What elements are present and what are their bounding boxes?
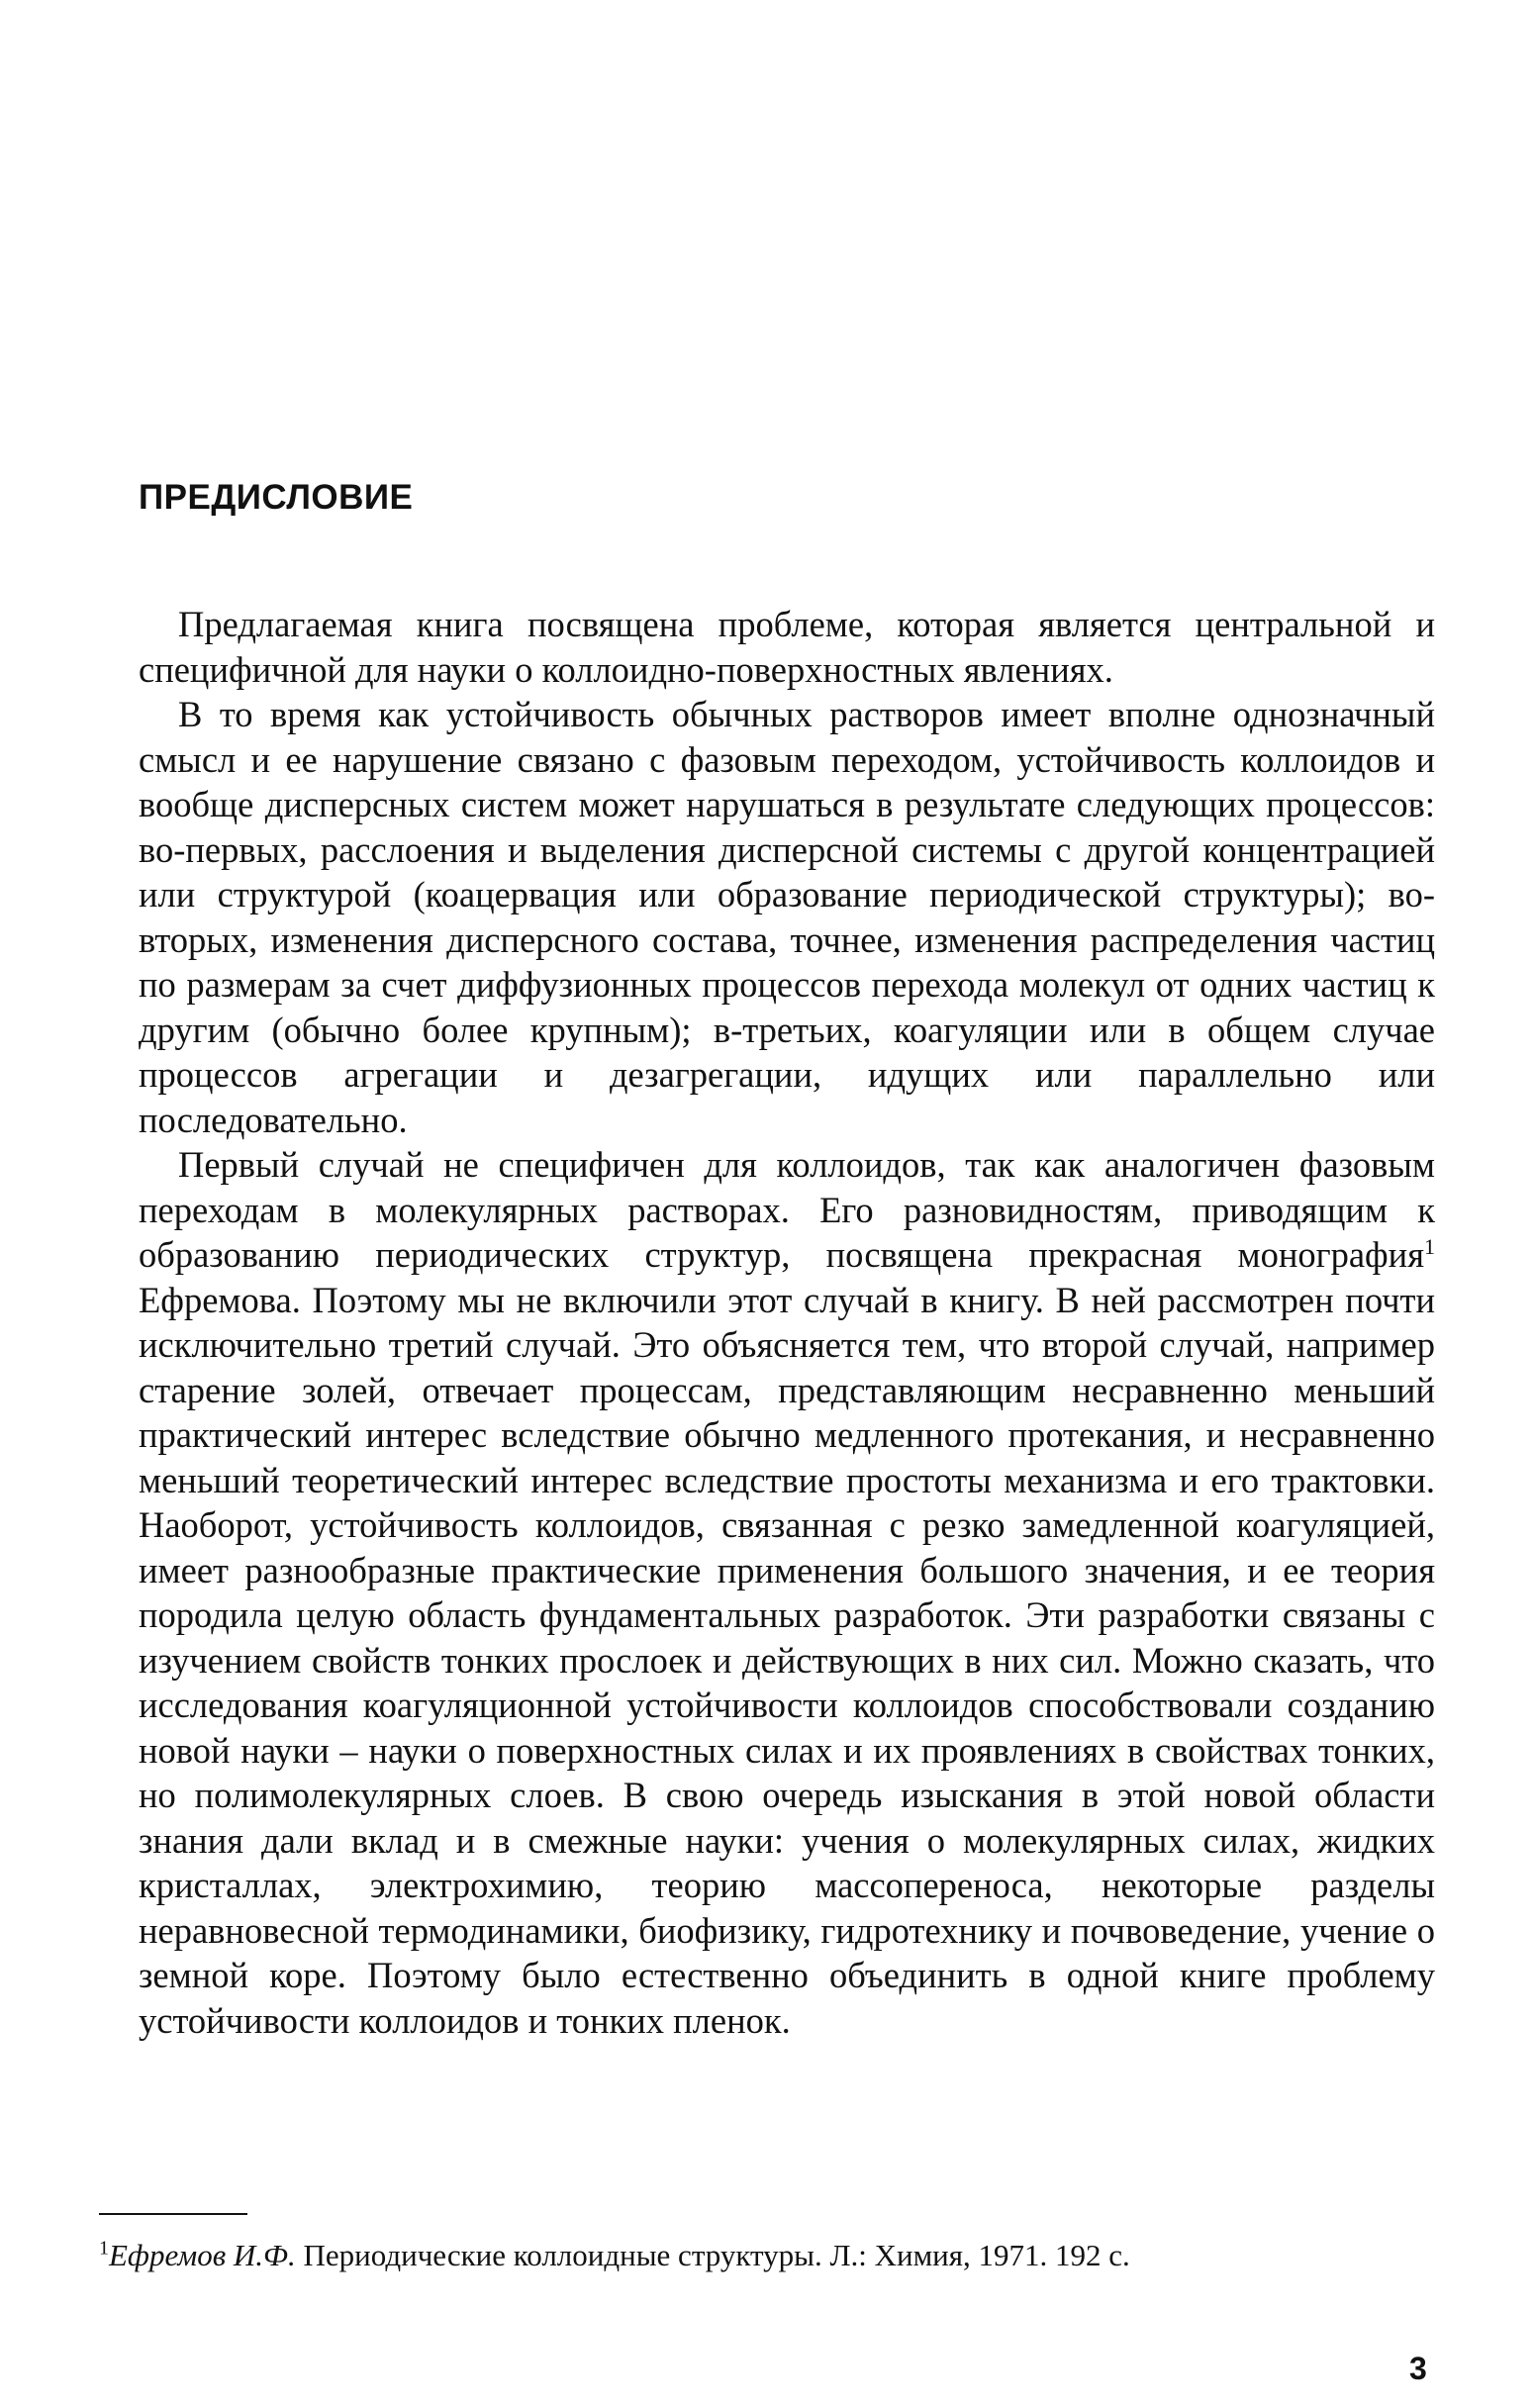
footnote-text: Периодические коллоидные структуры. Л.: Химия, 1971. 192 с.: [295, 2238, 1130, 2272]
paragraph-text: Первый случай не специфичен для коллоидов, так как аналогичен фазовым переходам в молекулярных растворах. Его разновидностям, приводящим к образованию периодических структур, посвящена прекрасная монография: [139, 1144, 1435, 1275]
footnote-author: Ефремов И.Ф.: [109, 2238, 296, 2272]
paragraph: Предлагаемая книга посвящена проблеме, которая является центральной и специфичной для науки о коллоидно-поверхностных явлениях.: [139, 604, 1435, 690]
footnote-marker: 1: [99, 2237, 109, 2260]
page-number: 3: [1409, 2351, 1427, 2386]
page-title: ПРЕДИСЛОВИЕ: [139, 478, 414, 517]
paragraph: В то время как устойчивость обычных растворов имеет вполне однозначный смысл и ее нарушение связано с фазовым переходом, устойчивость коллоидов и вообще дисперсных систем может нарушаться в результате следующих процессов: во-первых, расслоения и выделения дисперсной системы с другой концентрацией или структурой (коацервация или образование периодической структуры); во-вторых, изменения дисперсного состава, точнее, изменения распределения частиц по размерам за счет диффузионных процессов перехода молекул от одних частиц к другим (обычно более крупным); в-третьих, коагуляции или в общем случае процессов агрегации и дезагрегации, идущих или параллельно или последовательно.: [139, 694, 1435, 1140]
paragraph-text: Ефремова. Поэтому мы не включили этот случай в книгу. В ней рассмотрен почти исключительно третий случай. Это объясняется тем, что второй случай, например старение золей, отвечает процессам, представляющим несравненно меньший практический интерес вследствие обычно медленного протекания, и несравненно меньший теоретический интерес вследствие простоты механизма и его трактовки. Наоборот, устойчивость коллоидов, связанная с резко замедленной коагуляцией, имеет разнообразные практические применения большого значения, и ее теория породила целую область фундаментальных разработок. Эти разработки связаны с изучением свойств тонких прослоек и действующих в них сил. Можно сказать, что исследования коагуляционной устойчивости коллоидов способствовали созданию новой науки – науки о поверхностных силах и их проявлениях в свойствах тонких, но полимолекулярных слоев. В свою очередь изыскания в этой новой области знания дали вклад и в смежные науки: учения о молекулярных силах, жидких кристаллах, электрохимию, теорию массопереноса, некоторые разделы неравновесной термодинамики, биофизику, гидротехнику и почвоведение, учение о земной коре. Поэтому было естественно объединить в одной книге проблему устойчивости коллоидов и тонких пленок.: [139, 1279, 1435, 2041]
paragraph: [139, 1142, 1435, 2043]
footnote: [99, 2237, 1435, 2274]
body-text: [139, 602, 1435, 2043]
footnote-divider: [99, 2213, 247, 2215]
footnote-reference: 1: [1424, 1233, 1435, 1259]
